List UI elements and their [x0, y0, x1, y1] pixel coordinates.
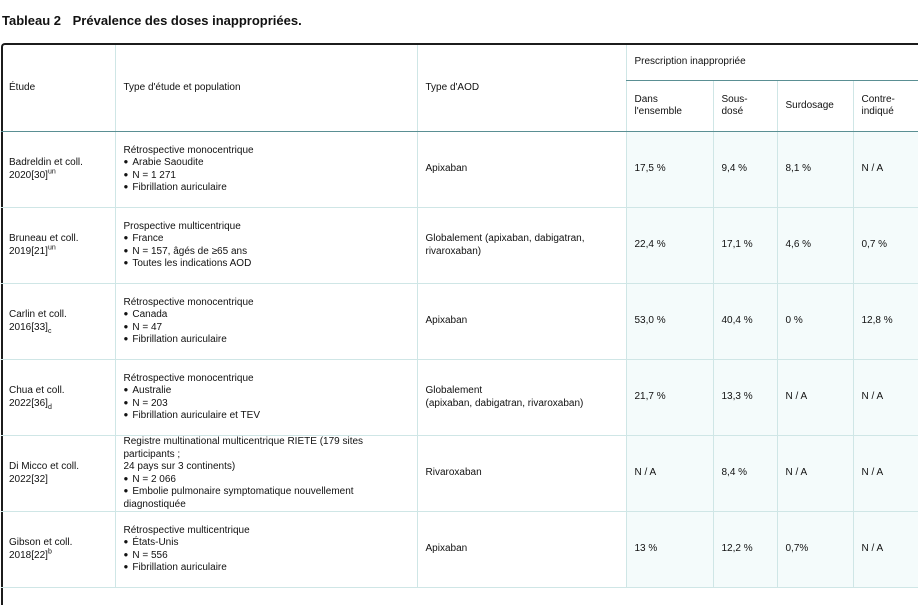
cell-contra: N / A: [853, 132, 918, 208]
aod-type-cont: (apixaban, dabigatran, rivaroxaban): [425, 397, 584, 409]
cell-contra: 0,7 %: [853, 208, 918, 284]
table-row: [1, 208, 918, 284]
study-name: Carlin et coll. 2016[33]: [9, 309, 67, 333]
cell-under: 40,4 %: [713, 284, 777, 360]
study-design: Registre multinational multicentrique RIETE (179 sites participants ;: [123, 436, 364, 460]
population-item: ● Fibrillation auriculaire et TEV: [124, 410, 409, 423]
cell-study: [1, 284, 115, 360]
population-item: ● Australie: [124, 385, 409, 398]
cell-over: 0,7%: [777, 512, 853, 588]
cell-type: [115, 284, 417, 360]
study-footnote-mark: d: [47, 403, 52, 411]
cell-type: [115, 512, 417, 588]
aod-type-cont: rivaroxaban): [425, 245, 482, 257]
study-year: 2019[21]: [9, 245, 48, 257]
population-item: ● Toutes les indications AOD: [124, 258, 409, 271]
population-item: ● Fibrillation auriculaire: [124, 182, 409, 195]
cell-aod: [417, 360, 626, 436]
header-aod: Type d'AOD: [417, 45, 626, 132]
study-name: Gibson et coll.: [9, 537, 73, 548]
population-list: [124, 385, 409, 423]
table-row: [1, 284, 918, 360]
study-footnote-mark: un: [47, 244, 56, 252]
table-row: [1, 132, 918, 208]
header-type: Type d'étude et population: [115, 45, 417, 132]
cell-under: 17,1 %: [713, 208, 777, 284]
aod-type: Apixaban: [425, 315, 468, 327]
cell-contra: 12,8 %: [853, 284, 918, 360]
study-year: 2020[30]: [9, 169, 48, 181]
cell-aod: [417, 512, 626, 588]
cell-over: 4,6 %: [777, 208, 853, 284]
study-footnote-mark: un: [47, 168, 56, 176]
population-list: [124, 474, 409, 512]
cell-over: N / A: [777, 436, 853, 512]
header-under: Sous- dosé: [713, 81, 777, 132]
population-list: [124, 157, 409, 195]
population-item: ● N = 47: [124, 322, 409, 335]
cell-aod: [417, 132, 626, 208]
population-item: ● France: [124, 233, 409, 246]
cell-study: [1, 208, 115, 284]
study-year: 2022[32]: [9, 473, 48, 485]
cell-under: 8,4 %: [713, 436, 777, 512]
study-design: Rétrospective monocentrique: [123, 296, 254, 308]
cell-study: [1, 436, 115, 512]
header-overall: Dans l'ensemble: [626, 81, 713, 132]
aod-type: Globalement: [425, 385, 483, 396]
cell-aod: [417, 436, 626, 512]
population-item: ● Fibrillation auriculaire: [124, 334, 409, 347]
cell-type: [115, 132, 417, 208]
table-row: [1, 360, 918, 436]
population-item: ● Canada: [124, 309, 409, 322]
cell-contra: N / A: [853, 512, 918, 588]
table-row: [1, 436, 918, 512]
cell-aod: [417, 208, 626, 284]
cell-over: 8,1 %: [777, 132, 853, 208]
cell-aod: [417, 284, 626, 360]
population-list: [124, 537, 409, 575]
cell-under: 13,3 %: [713, 360, 777, 436]
population-item: ● N = 157, âgés de ≥65 ans: [124, 246, 409, 259]
cell-over: 0 %: [777, 284, 853, 360]
cell-over: N / A: [777, 360, 853, 436]
study-design: Rétrospective monocentrique: [123, 372, 254, 384]
study-name: Chua et coll. 2022[36]: [9, 385, 65, 409]
aod-type: Globalement (apixaban, dabigatran,: [425, 233, 585, 244]
cell-type: [115, 360, 417, 436]
cell-under: 9,4 %: [713, 132, 777, 208]
cell-study: [1, 512, 115, 588]
cell-contra: N / A: [853, 360, 918, 436]
population-item: ● N = 2 066: [124, 474, 409, 487]
study-footnote-mark: c: [47, 327, 52, 335]
cell-overall: 22,4 %: [626, 208, 713, 284]
cell-overall: 53,0 %: [626, 284, 713, 360]
population-item: ● Fibrillation auriculaire: [124, 562, 409, 575]
study-year: 2018[22]: [9, 549, 48, 561]
population-item: ● Arabie Saoudite: [124, 157, 409, 170]
aod-type: Rivaroxaban: [425, 467, 482, 479]
cell-under: 12,2 %: [713, 512, 777, 588]
cell-overall: 21,7 %: [626, 360, 713, 436]
aod-type: Apixaban: [425, 543, 468, 555]
study-design-cont: 24 pays sur 3 continents): [123, 461, 236, 472]
study-design: Rétrospective monocentrique: [123, 144, 254, 156]
cell-study: [1, 132, 115, 208]
aod-type: Apixaban: [425, 163, 468, 175]
study-name: Badreldin et coll.: [9, 157, 83, 168]
population-item: ● N = 1 271: [124, 170, 409, 183]
study-name: Di Micco et coll.: [9, 461, 80, 472]
header-study: Étude: [1, 45, 115, 132]
cell-type: [115, 208, 417, 284]
prevalence-table: [1, 45, 918, 588]
study-design: Rétrospective multicentrique: [123, 524, 250, 536]
table-title: Prévalence des doses inappropriées.: [72, 13, 302, 28]
header-group: Prescription inappropriée: [626, 45, 918, 81]
cell-overall: N / A: [626, 436, 713, 512]
cell-overall: 17,5 %: [626, 132, 713, 208]
population-list: [124, 309, 409, 347]
cell-overall: 13 %: [626, 512, 713, 588]
study-footnote-mark: b: [47, 548, 52, 556]
table-row: [1, 512, 918, 588]
header-contra: Contre- indiqué: [853, 81, 918, 132]
cell-study: [1, 360, 115, 436]
population-item: ● Embolie pulmonaire symptomatique nouvellement diagnostiquée: [124, 486, 409, 511]
header-over: Surdosage: [777, 81, 853, 132]
table-number: Tableau 2: [2, 13, 62, 28]
population-item: ● États-Unis: [124, 537, 409, 550]
table-caption: [2, 13, 302, 28]
study-design: Prospective multicentrique: [123, 220, 241, 232]
population-item: ● N = 556: [124, 550, 409, 563]
study-name: Bruneau et coll.: [9, 233, 79, 244]
population-item: ● N = 203: [124, 398, 409, 411]
cell-type: [115, 436, 417, 512]
population-list: [124, 233, 409, 271]
cell-contra: N / A: [853, 436, 918, 512]
